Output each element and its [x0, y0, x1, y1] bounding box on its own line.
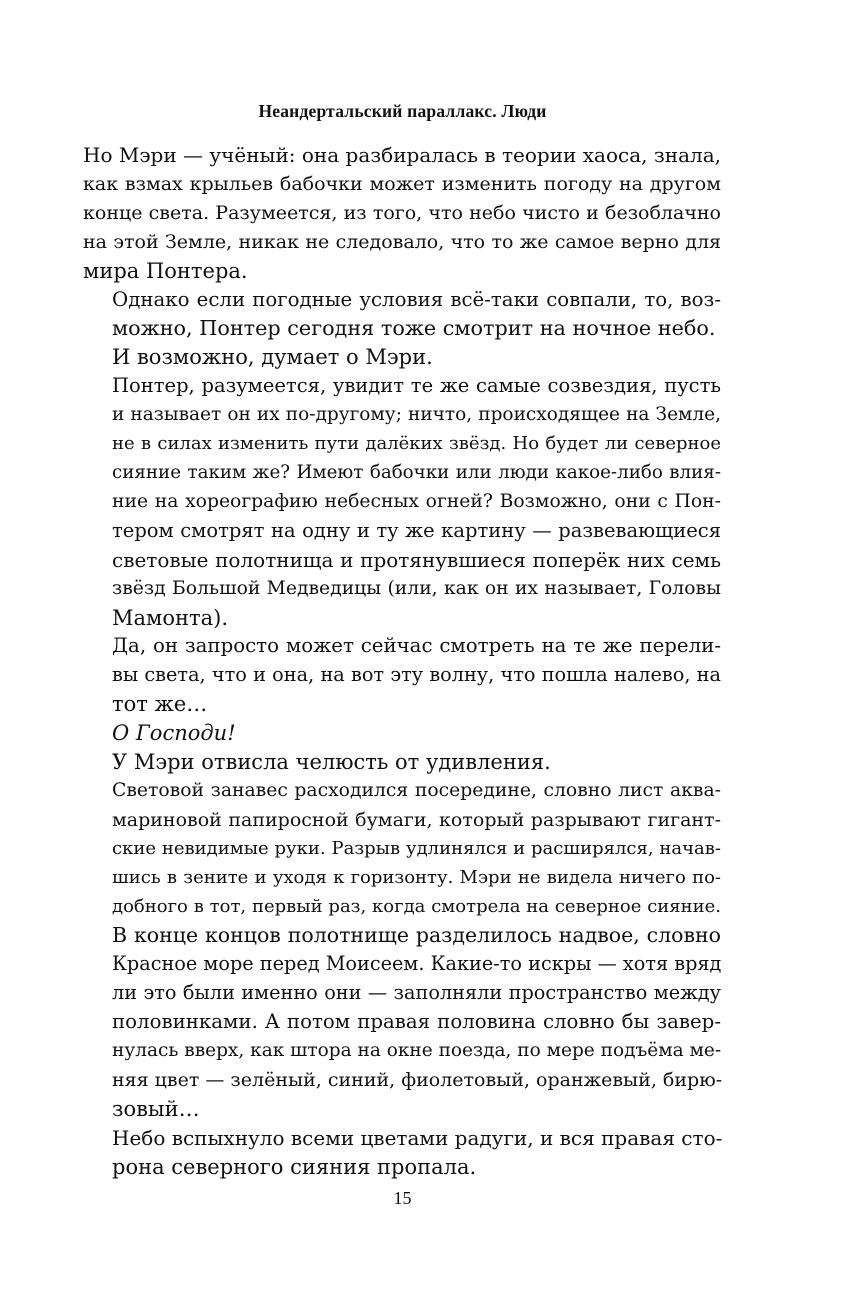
text-line: вы света, что и она, на вот эту волну, что пошла налево, на [112, 663, 721, 687]
text-line: мариновой папиросной бумаги, который разрывают гигант- [112, 808, 721, 831]
running-head: Неандертальский параллакс. Люди [258, 101, 547, 121]
text-line: как взмах крыльев бабочки может изменить погоду на другом [83, 172, 721, 195]
text-line: О Господи! [112, 721, 236, 746]
paragraph [83, 1124, 721, 1182]
text-line: мира Понтера. [83, 258, 248, 283]
text-line: на этой Земле, никак не следовало, что то же самое верно для [83, 230, 721, 253]
text-line: рона северного сияния пропала. [112, 1154, 477, 1179]
text-line: тером смотрят на одну и ту же картину — развевающиеся [112, 518, 721, 542]
text-line: добного в тот, первый раз, когда смотрела на северное сияние. [112, 895, 721, 917]
text-line: И возможно, думает о Мэри. [112, 345, 433, 370]
text-line: Небо вспыхнуло всеми цветами радуги, и вся правая сто- [112, 1125, 723, 1150]
text-line: и называет он их по-другому; ничто, происходящее на Земле, [112, 404, 721, 426]
body-text [83, 141, 721, 1182]
text-line: Однако если погодные условия всё-таки совпали, то, воз- [112, 287, 721, 311]
text-line: тот же… [112, 692, 208, 717]
text-line: У Мэри отвисла челюсть от удивления. [112, 750, 551, 775]
text-line: ние на хореографию небесных огней? Возможно, они с Пон- [112, 490, 721, 512]
text-line: сияние таким же? Имеют бабочки или люди какое-либо влия- [112, 461, 721, 483]
text-line: ские невидимые руки. Разрыв удлинялся и расширялся, начав- [112, 837, 721, 859]
text-line: Да, он запросто может сейчас смотреть на те же перели- [112, 634, 721, 658]
paragraph [83, 141, 721, 286]
paragraph-italic [83, 719, 721, 748]
text-line: половинками. А потом правая половина словно бы завер- [112, 1010, 721, 1034]
text-line: нулась вверх, как штора на окне поезда, по мере подъёма ме- [112, 1040, 722, 1062]
text-line: Понтер, разумеется, увидит те же самые созвездия, пусть [112, 374, 721, 398]
paragraph [83, 286, 721, 344]
text-line: не в силах изменить пути далёких звёзд. Но будет ли северное [112, 433, 721, 455]
paragraph [83, 748, 721, 777]
paragraph [83, 343, 721, 372]
paragraph [83, 921, 721, 1123]
text-line: Световой занавес расходился посередине, словно лист аква- [112, 779, 721, 801]
paragraph [83, 372, 721, 632]
text-line: ли это были именно они — заполняли пространство между [112, 981, 721, 1005]
text-line: зовый… [112, 1096, 200, 1121]
text-line: звёзд Большой Медведицы (или, как он их называет, Головы [112, 577, 721, 599]
text-line: Мамонта). [112, 605, 229, 630]
paragraph [83, 777, 721, 922]
text-line: шись в зените и уходя к горизонту. Мэри не видела ничего по- [112, 866, 721, 888]
text-line: няя цвет — зелёный, синий, фиолетовый, оранжевый, бирю- [112, 1069, 723, 1091]
text-line: можно, Понтер сегодня тоже смотрит на ночное небо. [112, 316, 716, 341]
text-line: конце света. Разумеется, из того, что небо чисто и безоблачно [83, 201, 721, 224]
text-line: Но Мэри — учёный: она разбиралась в теории хаоса, знала, [83, 143, 721, 167]
text-line: Красное море перед Моисеем. Какие-то искры — хотя вряд [112, 952, 722, 976]
page-number: 15 [393, 1188, 412, 1208]
text-line: В конце концов полотнище разделилось надвое, словно [112, 923, 721, 948]
paragraph [83, 632, 721, 719]
text-line: световые полотнища и протянувшиеся поперёк них семь [112, 547, 721, 572]
